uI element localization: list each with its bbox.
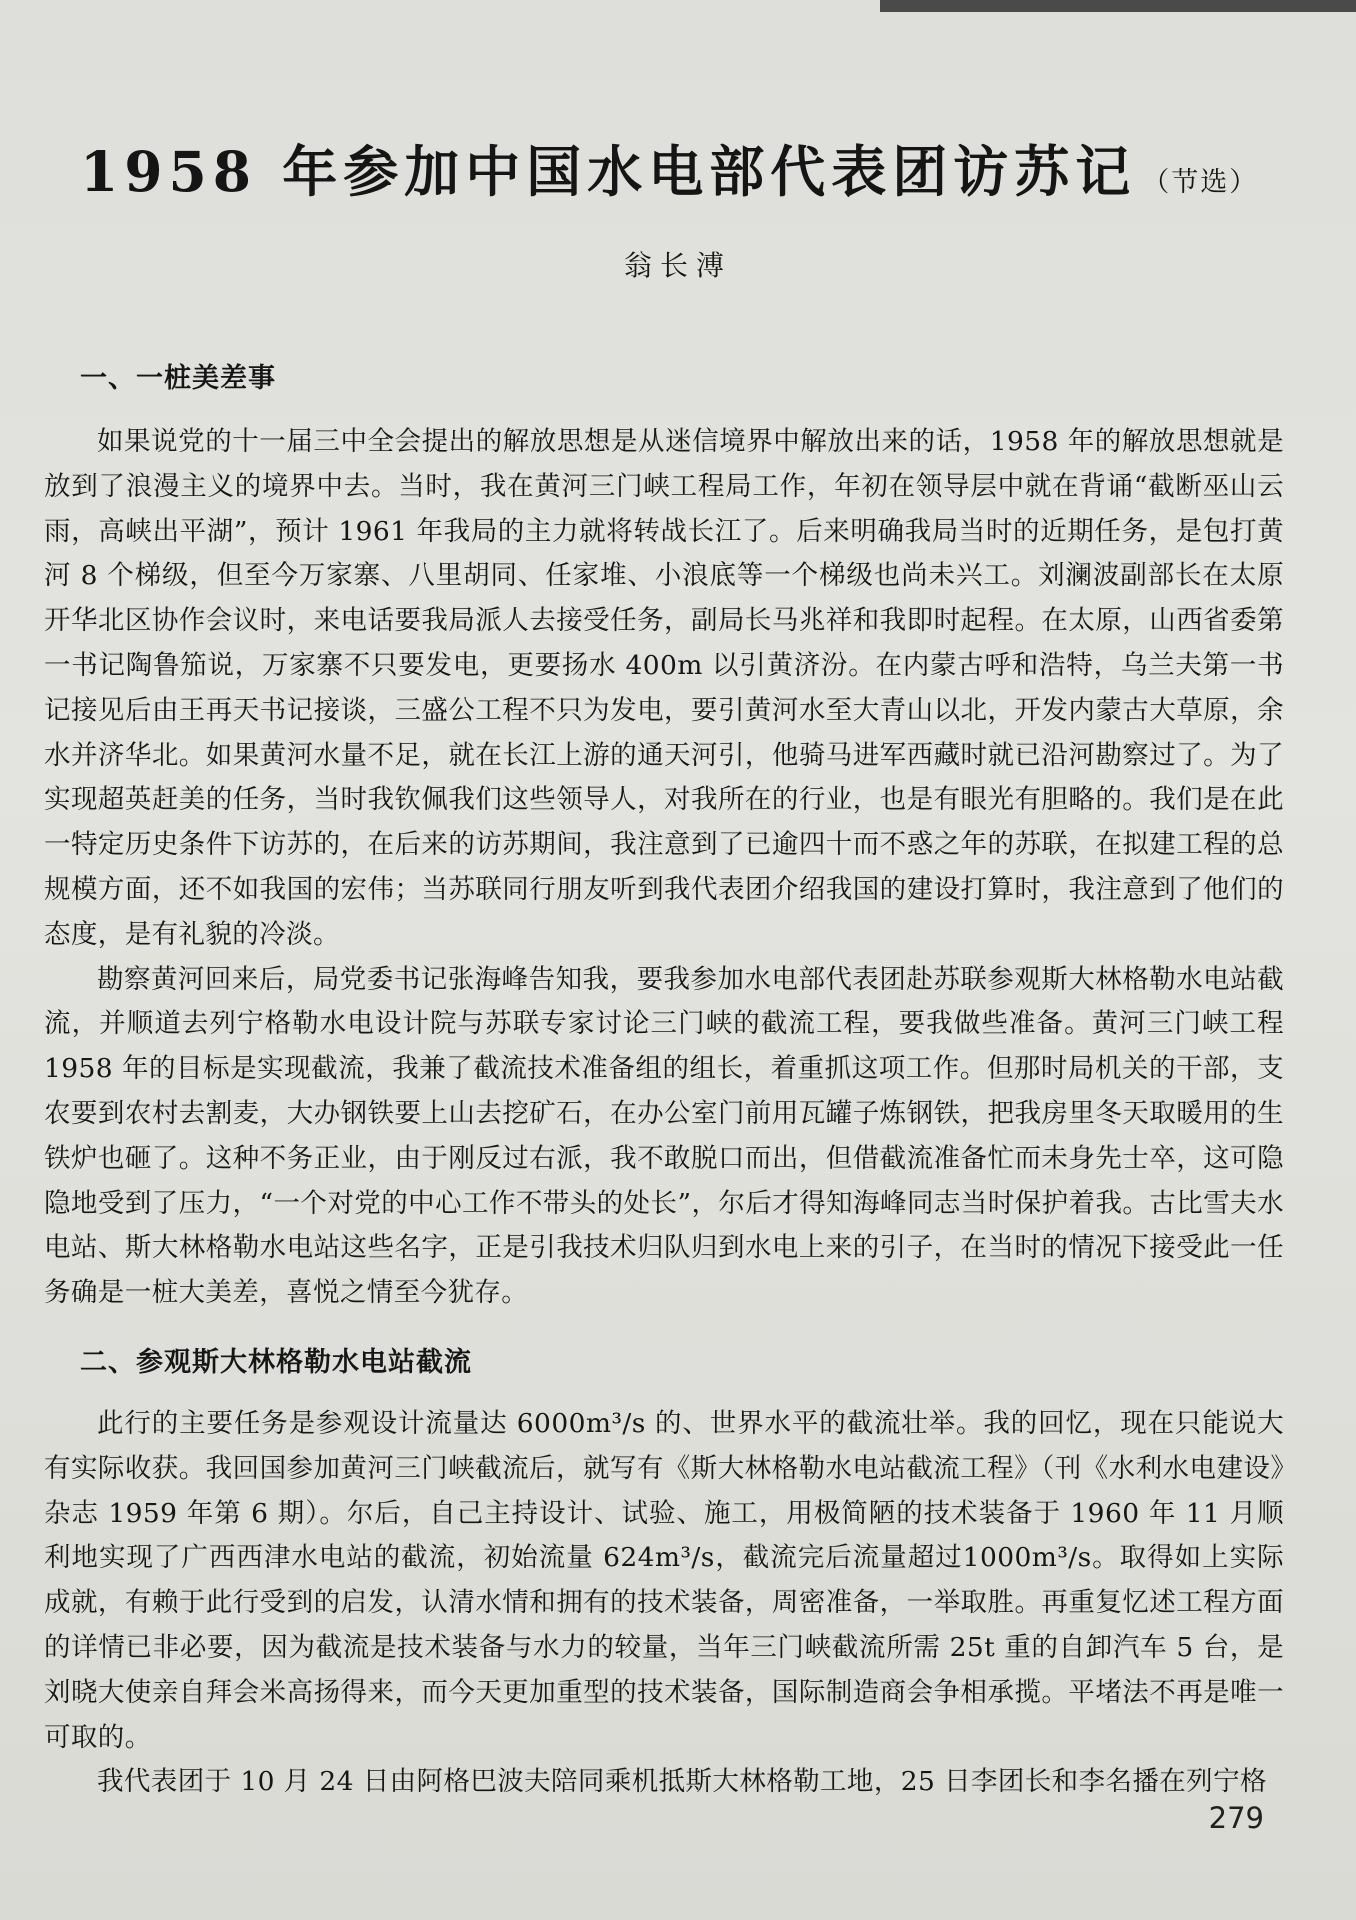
paragraph: 此行的主要任务是参观设计流量达 6000m³/s 的、世界水平的截流壮举。我的回忆，现在只能说大有实际收获。我回国参加黄河三门峡截流后，就写有《斯大林格勒水电站截流工程》（刊《水利水电建设》杂志 1959 年第 6 期）。尔后，自己主持设计、试验、施工，用极简陋的技术装备于 1960 年 11 月顺利地实现了广西西津水电站的截流，初始流量 624m³/s，截流完后流量超过1000m³/s。取得如上实际成就，有赖于此行受到的启发，认清水情和拥有的技术装备，周密准备，一举取胜。再重复忆述工程方面的详情已非必要，因为截流是技术装备与水力的较量，当年三门峡截流所需 25t 重的自卸汽车 5 台，是刘晓大使亲自拜会米高扬得来，而今天更加重型的技术装备，国际制造商会争相承揽。平堵法不再是唯一可取的。: [44, 1408, 1284, 1753]
page-number: 279: [1208, 1801, 1264, 1835]
title-suffix: （节选）: [1142, 167, 1259, 198]
page-edge-shadow: [880, 0, 1356, 12]
section-heading-2: 二、参观斯大林格勒水电站截流: [80, 1347, 472, 1378]
section-2-body: [44, 1402, 1284, 1805]
author-name: 翁长溥: [623, 249, 732, 282]
article-title-block: [80, 128, 1290, 207]
paragraph: 勘察黄河回来后，局党委书记张海峰告知我，要我参加水电部代表团赴苏联参观斯大林格勒水电站截流，并顺道去列宁格勒水电设计院与苏联专家讨论三门峡的截流工程，要我做些准备。黄河三门峡工程 1958 年的目标是实现截流，我兼了截流技术准备组的组长，着重抓这项工作。但那时局机关的干部，支农要到农村去割麦，大办钢铁要上山去挖矿石，在办公室门前用瓦罐子炼钢铁，把我房里冬天取暖用的生铁炉也砸了。这种不务正业，由于刚反过右派，我不敢脱口而出，但借截流准备忙而未身先士卒，这可隐隐地受到了压力，“一个对党的中心工作不带头的处长”，尔后才得知海峰同志当时保护着我。古比雪夫水电站、斯大林格勒水电站这些名字，正是引我技术归队归到水电上来的引子，在当时的情况下接受此一任务确是一桩大美差，喜悦之情至今犹存。: [44, 963, 1284, 1309]
article-title: 1958 年参加中国水电部代表团访苏记: [80, 139, 1137, 204]
paragraph: 我代表团于 10 月 24 日由阿格巴波夫陪同乘机抵斯大林格勒工地，25 日李团长和李名播在列宁格: [97, 1766, 1267, 1798]
section-1-body: [44, 420, 1284, 1316]
paragraph: 如果说党的十一届三中全会提出的解放思想是从迷信境界中解放出来的话，1958 年的解放思想就是放到了浪漫主义的境界中去。当时，我在黄河三门峡工程局工作，年初在领导层中就在背诵“截断巫山云雨，高峡出平湖”，预计 1961 年我局的主力就将转战长江了。后来明确我局当时的近期任务，是包打黄河 8 个梯级，但至今万家寨、八里胡同、任家堆、小浪底等一个梯级也尚未兴工。刘澜波副部长在太原开华北区协作会议时，来电话要我局派人去接受任务，副局长马兆祥和我即时起程。在太原，山西省委第一书记陶鲁笳说，万家寨不只要发电，更要扬水 400m 以引黄济汾。在内蒙古呼和浩特，乌兰夫第一书记接见后由王再天书记接谈，三盛公工程不只为发电，要引黄河水至大青山以北，开发内蒙古大草原，余水并济华北。如果黄河水量不足，就在长江上游的通天河引，他骑马进军西藏时就已沿河勘察过了。为了实现超英赶美的任务，当时我钦佩我们这些领导人，对我所在的行业，也是有眼光有胆略的。我们是在此一特定历史条件下访苏的，在后来的访苏期间，我注意到了已逾四十而不惑之年的苏联，在拟建工程的总规模方面，还不如我国的宏伟；当苏联同行朋友听到我代表团介绍我国的建设打算时，我注意到了他们的态度，是有礼貌的冷淡。: [44, 426, 1284, 950]
section-heading-1: 一、一桩美差事: [80, 363, 276, 394]
